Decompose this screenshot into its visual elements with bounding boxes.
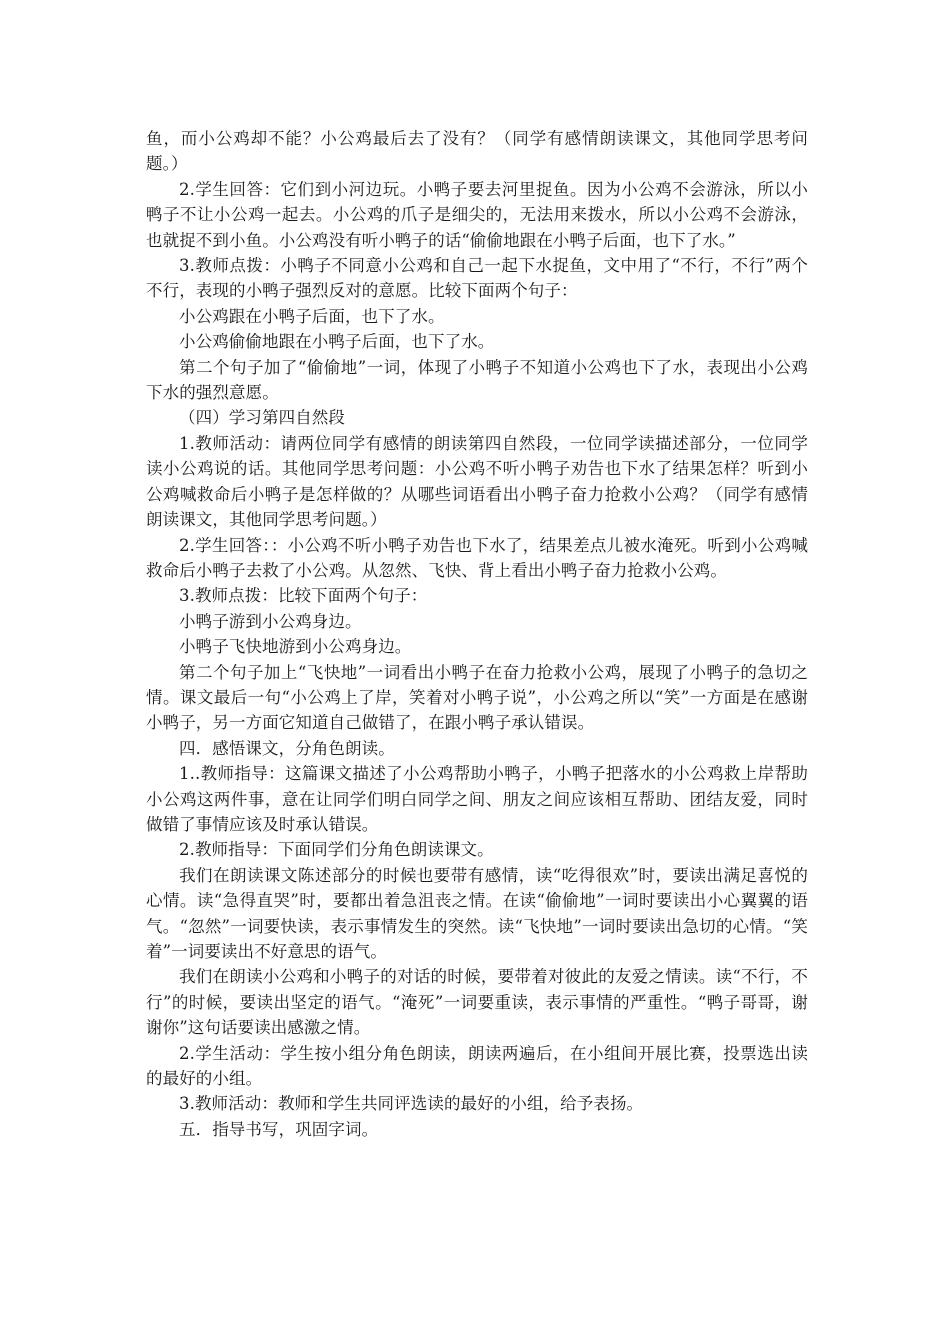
paragraph: 鱼，而小公鸡却不能？小公鸡最后去了没有？（同学有感情朗读课文，其他同学思考问题。） bbox=[146, 129, 808, 174]
example-sentence: 小鸭子游到小公鸡身边。 bbox=[179, 611, 362, 631]
example-sentence: 小公鸡偷偷地跟在小鸭子后面，也下了水。 bbox=[179, 332, 495, 352]
paragraph: 2.学生回答：它们到小河边玩。小鸭子要去河里捉鱼。因为小公鸡不会游泳，所以小鸭子不让小公鸡一起去。小公鸡的爪子是细尖的，无法用来拨水，所以小公鸡不会游泳，也就捉不到小鱼。小公鸡没有听小鸭子的话“偷偷地跟在小鸭子后面，也下了水。” bbox=[146, 179, 808, 250]
section-heading: 五．指导书写，巩固字词。 bbox=[179, 1119, 379, 1139]
paragraph: 2.教师指导：下面同学们分角色朗读课文。 bbox=[179, 840, 494, 860]
example-sentence: 小鸭子飞快地游到小公鸡身边。 bbox=[179, 637, 412, 657]
paragraph: 2.学生回答：：小公鸡不听小鸭子劝告也下水了，结果差点儿被水淹死。听到小公鸡喊救命后小鸭子去救了小公鸡。从忽然、飞快、背上看出小鸭子奋力抢救小公鸡。 bbox=[146, 535, 808, 580]
paragraph: 3.教师活动：教师和学生共同评选读的最好的小组，给予表扬。 bbox=[179, 1094, 644, 1114]
paragraph: 我们在朗读课文陈述部分的时候也要带有感情，读“吃得很欢”时，要读出满足喜悦的心情。读“急得直哭”时，要都出着急沮丧之情。在读“偷偷地”一词时要读出小心翼翼的语气。“忽然”一词要快读，表示事情发生的突然。读“飞快地”一词时要读出急切的心情。“笑着”一词要读出不好意思的语气。 bbox=[146, 865, 808, 961]
paragraph: 第二个句子加上“飞快地”一词看出小鸭子在奋力抢救小公鸡，展现了小鸭子的急切之情。课文最后一句“小公鸡上了岸，笑着对小鸭子说”，小公鸡之所以“笑”一方面是在感谢小鸭子，另一方面它知道自己做错了，在跟小鸭子承认错误。 bbox=[146, 662, 808, 733]
section-heading: （四）学习第四自然段 bbox=[179, 408, 345, 428]
document-body bbox=[146, 126, 808, 1142]
section-heading: 四．感悟课文，分角色朗读。 bbox=[179, 738, 395, 758]
paragraph: 1.教师活动：请两位同学有感情的朗读第四自然段，一位同学读描述部分，一位同学读小公鸡说的话。其他同学思考问题：小公鸡不听小鸭子劝告也下水了结果怎样？听到小公鸡喊救命后小鸭子是怎样做的？从哪些词语看出小鸭子奋力抢救小公鸡？（同学有感情朗读课文，其他同学思考问题。） bbox=[146, 433, 808, 530]
paragraph: 1..教师指导：这篇课文描述了小公鸡帮助小鸭子，小鸭子把落水的小公鸡救上岸帮助小公鸡这两件事，意在让同学们明白同学之间、朋友之间应该相互帮助、团结友爱，同时做错了事情应该及时承认错误。 bbox=[146, 764, 808, 834]
paragraph: 3.教师点拨：比较下面两个句子： bbox=[179, 586, 428, 606]
paragraph: 我们在朗读小公鸡和小鸭子的对话的时候，要带着对彼此的友爱之情读。读“不行，不行”的时候，要读出坚定的语气。“淹死”一词要重读，表示事情的严重性。“鸭子哥哥，谢谢你”这句话要读出感激之情。 bbox=[146, 967, 808, 1038]
paragraph: 2.学生活动：学生按小组分角色朗读，朗读两遍后，在小组间开展比赛，投票选出读的最好的小组。 bbox=[146, 1043, 808, 1089]
paragraph: 3.教师点拨：小鸭子不同意小公鸡和自己一起下水捉鱼，文中用了“不行，不行”两个不行，表现的小鸭子强烈反对的意愿。比较下面两个句子： bbox=[146, 256, 808, 301]
paragraph: 第二个句子加了“偷偷地”一词，体现了小鸭子不知道小公鸡也下了水，表现出小公鸡下水的强烈意愿。 bbox=[146, 357, 808, 403]
example-sentence: 小公鸡跟在小鸭子后面，也下了水。 bbox=[179, 306, 445, 326]
